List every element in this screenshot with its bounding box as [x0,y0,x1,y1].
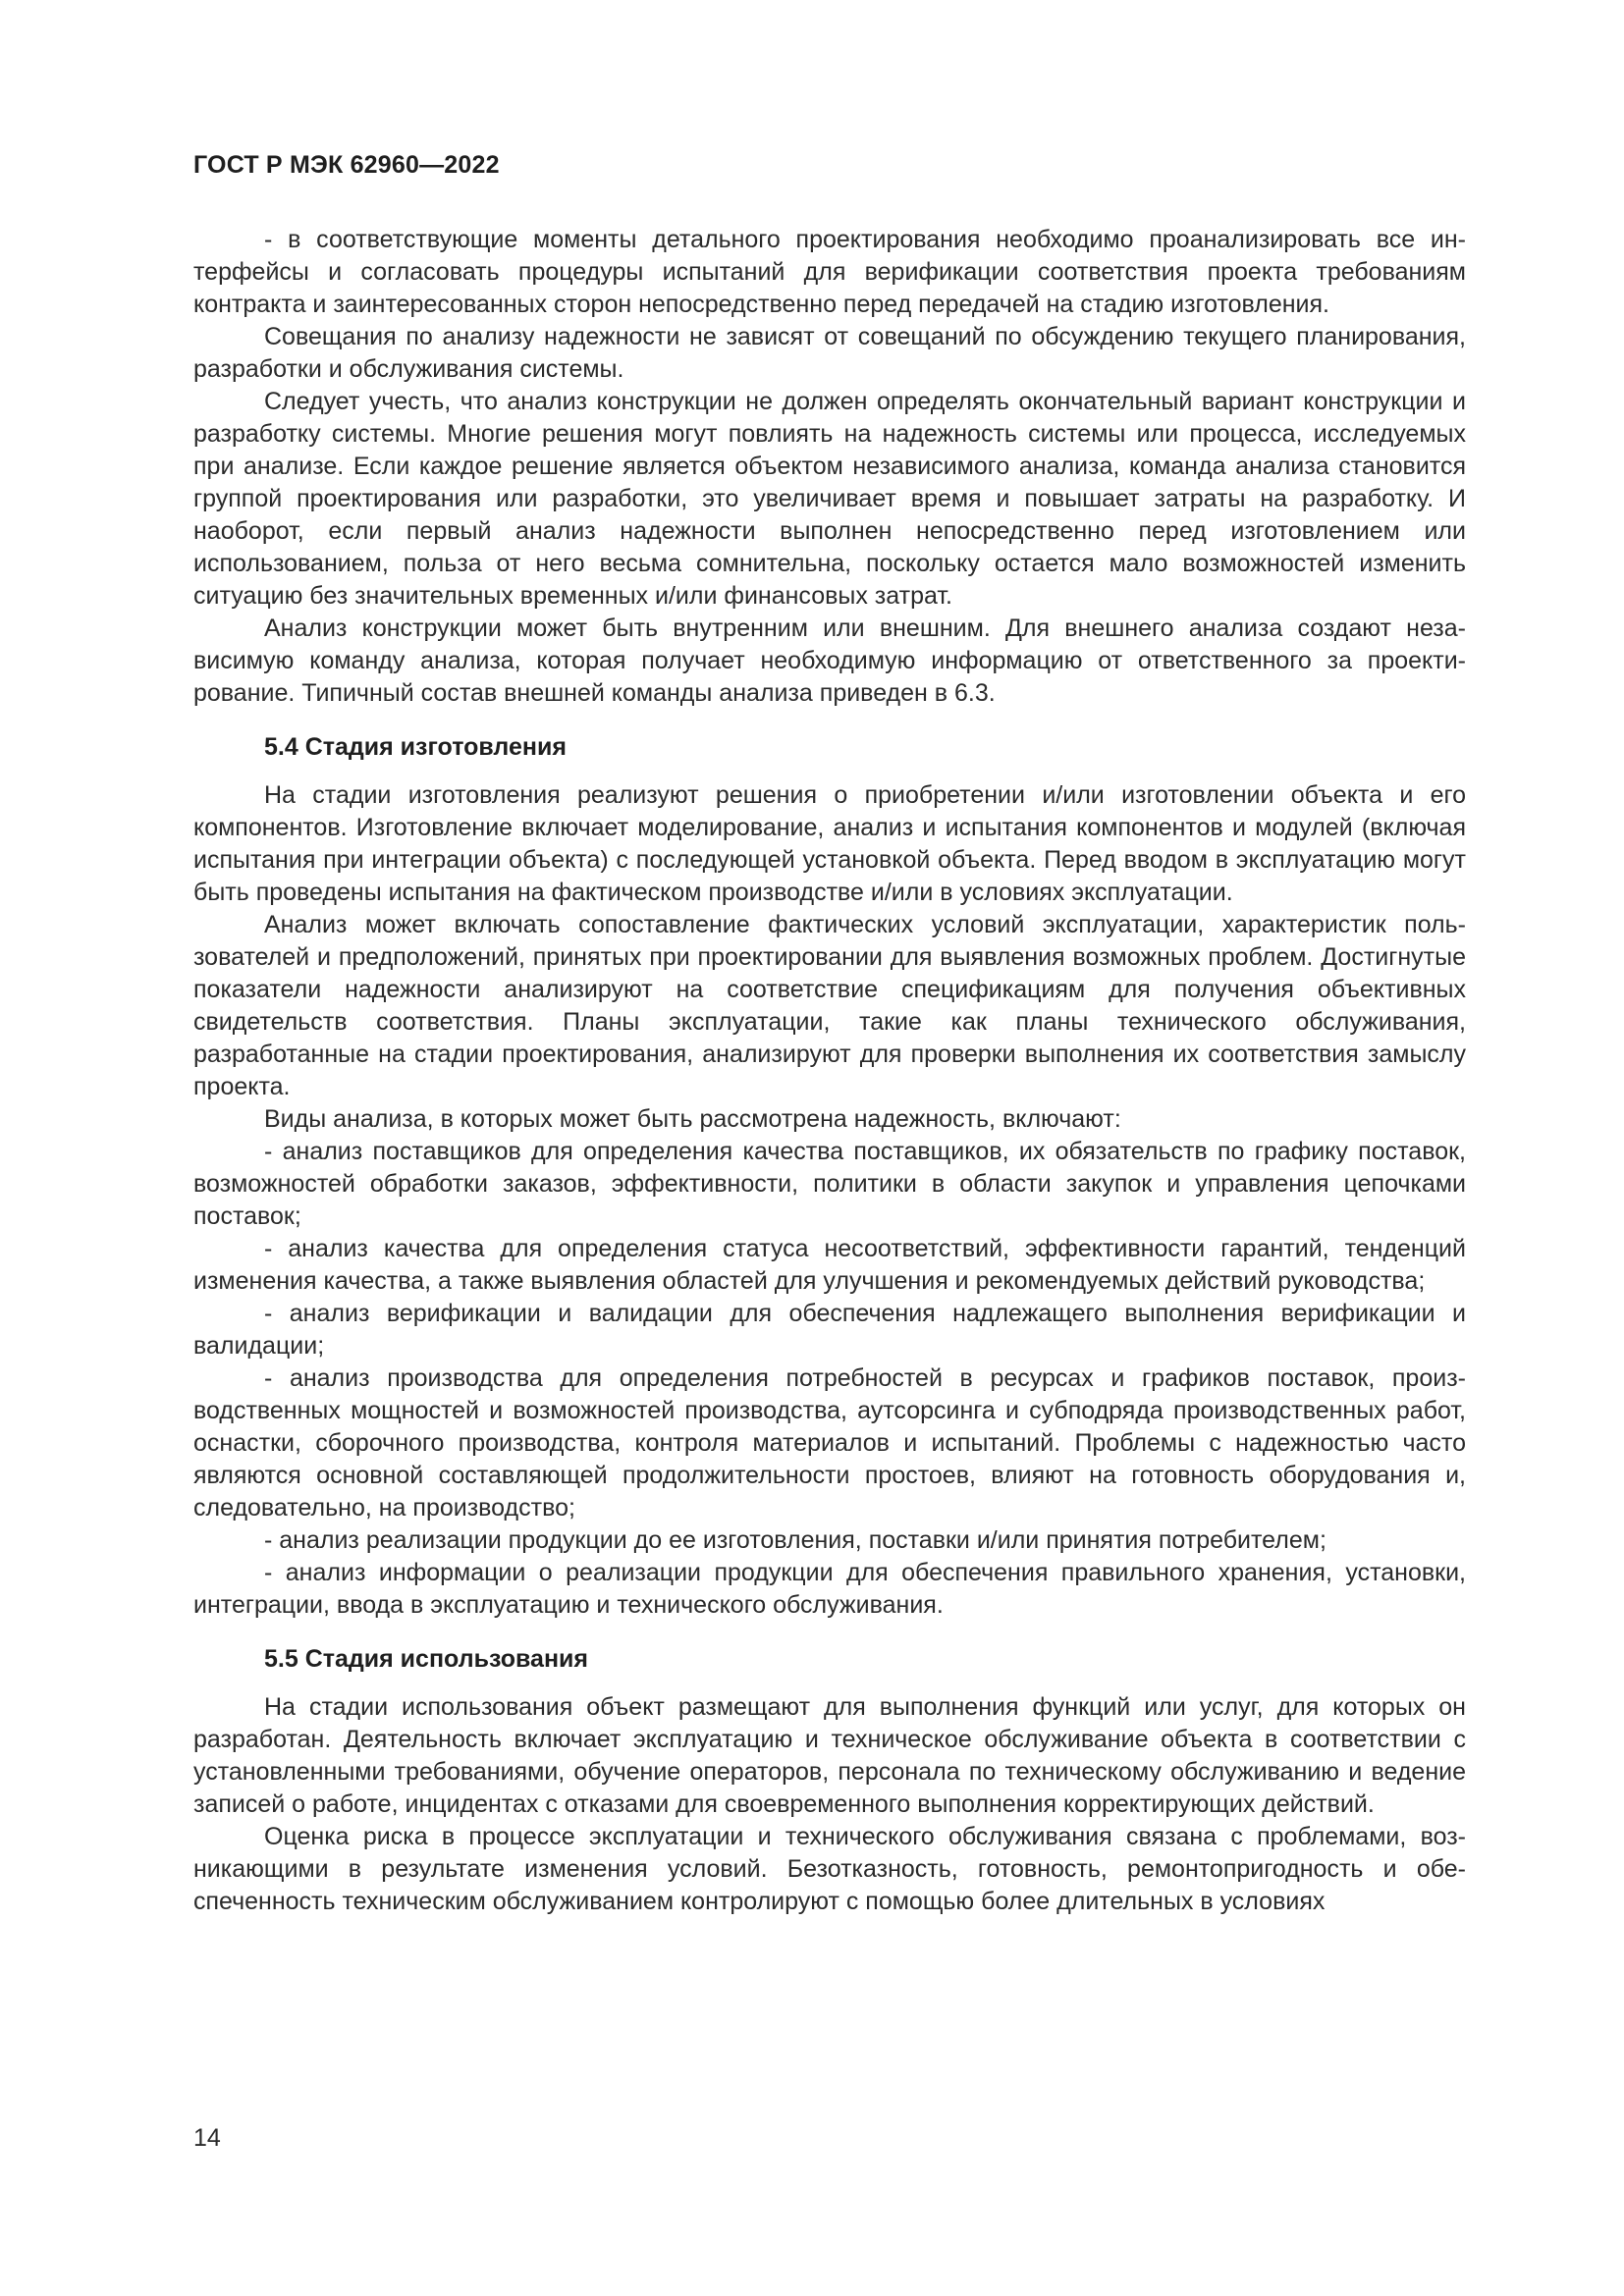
section-5-4-list-item-4: - анализ производства для определения потребностей в ресурсах и графиков поставок, производственных мощностей и возможностей производства, аутсорсинга и субподряда производственных работ, оснастки, сборочного производства, контроля материалов и испытаний. Проблемы с надежностью часто являются основной составляющей продолжительности простоев, влияют на готовность оборудования и, следовательно, на производство; [193,1364,1466,1522]
section-5-4-paragraph-1: На стадии изготовления реализуют решения о приобретении и/или изготовлении объекта и его компонентов. Изготовление включает моделирование, анализ и испытания компонентов и модулей (включая испытания при интеграции объекта) с последующей установкой объекта. Перед вводом в эксплуатацию могут быть проведены испытания на фактическом производстве и/или в условиях эксплуатации. [193,781,1466,906]
section-5-4-list-item-1: - анализ поставщиков для определения качества поставщиков, их обязательств по графику поставок, возможностей обработки заказов, эффективности, политики в области закупок и управления цепочками поставок; [193,1138,1466,1230]
intro-paragraph-3: Следует учесть, что анализ конструкции не должен определять окончательный вариант конструкции и разработку системы. Многие решения могут повлиять на надежность системы или процесса, исследуемых при анализе. Если каждое решение является объектом независимого анализа, команда анализа становится группой проектирования или разработки, это увеличивает время и повышает затраты на разработку. И наоборот, если первый анализ надежности выполнен непосредственно перед изготовлением или использованием, польза от него весьма сомнительна, поскольку остается мало возможностей изменить ситуацию без значительных временных и/или финансовых затрат. [193,388,1466,610]
section-5-4-heading: 5.4 Стадия изготовления [264,733,567,761]
section-5-5-heading: 5.5 Стадия использования [264,1645,589,1673]
section-spacer [193,1676,1466,1691]
section-5-4-paragraph-2: Анализ может включать сопоставление фактических условий эксплуатации, характеристик пользователей и предположений, принятых при проектировании для выявления возможных проблем. Достигнутые показатели надежности анализируют на соответствие спецификациям для получения объективных свидетельств соответствия. Планы эксплуатации, такие как планы технического обслуживания, разработанные на стадии проектирования, анализируют для проверки выполнения их соответствия замыслу проекта. [193,911,1466,1100]
section-5-4-list-item-5: - анализ реализации продукции до ее изготовления, поставки и/или принятия потребителем; [264,1526,1326,1554]
intro-paragraph-2: Совещания по анализу надежности не зависят от совещаний по обсуждению текущего планирования, разработки и обслуживания системы. [193,323,1466,383]
section-5-4-list-item-3: - анализ верификации и валидации для обеспечения надлежащего выполнения верификации и валидации; [193,1300,1466,1360]
section-5-5-paragraph-2: Оценка риска в процессе эксплуатации и технического обслуживания связана с проблемами, возникающими в результате изменения условий. Безотказность, готовность, ремонтопригодность и обеспеченность техническим обслуживанием контролируют с помощью более длительных в условиях [193,1823,1466,1915]
section-5-5-paragraph-1: На стадии использования объект размещают для выполнения функций или услуг, для которых он разработан. Деятельность включает эксплуатацию и техническое обслуживание объекта в соответствии с установленными требованиями, обучение операторов, персонала по техническому обслуживанию и ведение записей о работе, инцидентах с отказами для своевременного выполнения корректирующих действий. [193,1693,1466,1818]
document-body [193,224,1466,1918]
section-spacer [193,764,1466,779]
section-5-4-list-item-6: - анализ информации о реализации продукции для обеспечения правильного хранения, установки, интеграции, ввода в эксплуатацию и технического обслуживания. [193,1559,1466,1619]
intro-paragraph-4: Анализ конструкции может быть внутренним или внешним. Для внешнего анализа создают независимую команду анализа, которая получает необходимую информацию от ответственного за проектирование. Типичный состав внешней команды анализа приведен в 6.3. [193,614,1466,707]
section-spacer [193,710,1466,731]
page-number: 14 [193,2124,221,2152]
section-spacer [193,1622,1466,1643]
section-5-4-list-item-2: - анализ качества для определения статуса несоответствий, эффективности гарантий, тенденций изменения качества, а также выявления областей для улучшения и рекомендуемых действий руководства; [193,1235,1466,1295]
intro-paragraph-1: - в соответствующие моменты детального проектирования необходимо проанализировать все интерфейсы и согласовать процедуры испытаний для верификации соответствия проекта требованиям контракта и заинтересованных сторон непосредственно перед передачей на стадию изготовления. [193,226,1466,318]
section-5-4-paragraph-3: Виды анализа, в которых может быть рассмотрена надежность, включают: [264,1105,1121,1133]
document-header: ГОСТ Р МЭК 62960—2022 [193,151,500,179]
